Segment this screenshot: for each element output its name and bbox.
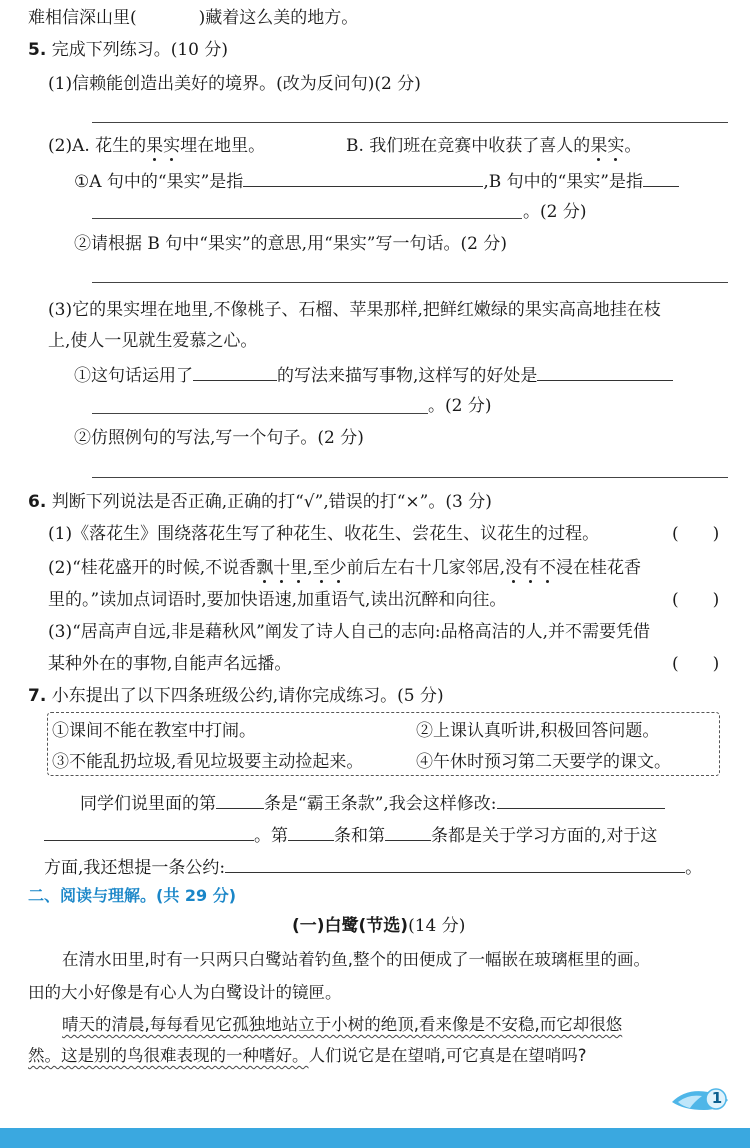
- dot-char: 不: [539, 558, 556, 578]
- reading-title-text: (一)白鹭(节选): [292, 916, 409, 936]
- dot-char: 里: [290, 558, 308, 578]
- q6-number: 6.: [28, 492, 47, 512]
- q5-s3-q2-answer-line[interactable]: [92, 477, 728, 478]
- q5-s2-q2: ②请根据 B 句中“果实”的意思,用“果实”写一句话。(2 分): [74, 234, 507, 254]
- reading-para2-line1: 晴天的清晨,每每看见它孤独地站立于小树的绝顶,看来像是不安稳,而它却很悠: [62, 1015, 623, 1034]
- q5-title: 完成下列练习。(10 分): [51, 40, 229, 60]
- reading-para2-rest: 人们说它是在望哨,可它真是在望哨吗?: [308, 1046, 587, 1065]
- dot-char: 至: [312, 558, 330, 578]
- q7-p2-c: 条都是关于学习方面的,对于这: [431, 826, 658, 846]
- blank-benefit[interactable]: [92, 413, 428, 414]
- q6-i2-c: 前后左右十几家邻居,: [346, 558, 505, 578]
- q6-item1: (1)《落花生》围绕落花生写了种花生、收花生、尝花生、议花生的过程。: [48, 524, 600, 544]
- q5-s3-line1: (3)它的果实埋在地里,不像桃子、石榴、苹果那样,把鲜红嫩绿的果实高高地挂在枝: [48, 300, 661, 320]
- q7-title: 小东提出了以下四条班级公约,请你完成练习。(5 分): [51, 686, 444, 706]
- q5-s2-sentences: [48, 134, 265, 158]
- q5-s1-answer-line[interactable]: [92, 122, 728, 123]
- q5-s3-q1-pre: ①这句话运用了: [74, 366, 193, 386]
- q7-p1-a: 同学们说里面的第: [80, 794, 216, 814]
- q6-item3-line2: 某种外在的事物,自能声名远播。: [48, 654, 292, 674]
- q7-p2: [44, 822, 657, 848]
- q5-s2-q1-pre: ①A 句中的“果实”是指: [74, 172, 244, 192]
- q7-p3-end: 。: [685, 858, 703, 878]
- q5-s2-q1-mid: ,B 句中的“果实”是指: [483, 172, 643, 192]
- q7-p2-a: 。第: [254, 826, 288, 846]
- section2-title: 二、阅读与理解。(共 29 分): [28, 886, 237, 905]
- footer-bar: [0, 1128, 750, 1148]
- q5-s3-q1-end: 。(2 分): [428, 396, 492, 416]
- blank-benefit-start[interactable]: [537, 362, 673, 381]
- q5-number: 5.: [28, 40, 47, 60]
- q5-s2-q2-answer-line[interactable]: [92, 282, 728, 283]
- top-line-text-b: )藏着这么美的地方。: [198, 8, 359, 28]
- q5-s2-a-pre: (2)A. 花生的: [48, 136, 147, 156]
- q6-item2-answer[interactable]: ( ): [672, 590, 720, 610]
- reading-para1-line2: 田的大小好像是有心人为白鹭设计的镜匣。: [28, 983, 342, 1002]
- q5-s3-q1: [74, 362, 673, 388]
- q5-s3-q1-mid: 的写法来描写事物,这样写的好处是: [277, 366, 538, 386]
- q7-p3-text: 方面,我还想提一条公约:: [44, 858, 226, 878]
- q6-item3-line1: (3)“居高声自远,非是藉秋风”阐发了诗人自己的志向:品格高洁的人,并不需要凭借: [48, 622, 650, 642]
- q7-p3: [44, 854, 702, 880]
- q6-item2-line1: [48, 556, 641, 580]
- blank-writing-method[interactable]: [193, 362, 277, 381]
- rule-3: ③不能乱扔垃圾,看见垃圾要主动捡起来。: [52, 752, 364, 772]
- q6-i2-b: ,: [307, 558, 313, 578]
- blank-revision[interactable]: [44, 822, 254, 841]
- q5-s2-b: [346, 134, 641, 158]
- q6-i2-a: (2)“桂花盛开的时候,不说香: [48, 558, 257, 578]
- reading-para2-line2: [28, 1044, 587, 1068]
- blank-study-rule-2[interactable]: [385, 822, 431, 841]
- q7-number: 7.: [28, 686, 47, 706]
- blank-b-meaning[interactable]: [92, 218, 522, 219]
- q5-s2-b-post: 。: [624, 136, 642, 156]
- top-line-text-a: 难相信深山里(: [28, 8, 137, 28]
- q7-heading: [28, 684, 444, 708]
- q5-s2-a-post: 埋在地里。: [180, 136, 266, 156]
- dot-char: 果: [590, 136, 608, 156]
- q5-s2-b-pre: B. 我们班在竞赛中收获了喜人的: [346, 136, 591, 156]
- rule-2: ②上课认真听讲,积极回答问题。: [416, 721, 660, 741]
- q6-i2-e: 浸在桂花香: [556, 558, 641, 578]
- q6-item3-answer[interactable]: ( ): [672, 654, 720, 674]
- dot-char: 实: [163, 136, 181, 156]
- dot-char: 有: [522, 558, 539, 578]
- reading-para1-line1: 在清水田里,时有一只两只白鹭站着钓鱼,整个的田便成了一幅嵌在玻璃框里的画。: [62, 950, 650, 969]
- dot-char: 十: [273, 558, 291, 578]
- blank-new-rule[interactable]: [225, 854, 685, 873]
- q7-p1-b: 条是“霸王条款”,我会这样修改:: [264, 794, 497, 814]
- reading-title: [292, 914, 465, 938]
- q5-s3-q2: ②仿照例句的写法,写一个句子。(2 分): [74, 428, 364, 448]
- blank-study-rule-1[interactable]: [288, 822, 334, 841]
- blank-b-meaning-start[interactable]: [643, 168, 679, 187]
- q7-p1: [80, 790, 665, 816]
- q6-title: 判断下列说法是否正确,正确的打“√”,错误的打“×”。(3 分): [51, 492, 492, 512]
- dot-char: 没: [505, 558, 522, 578]
- reading-para2-underlined: 然。这是别的鸟很难表现的一种嗜好。: [28, 1046, 309, 1065]
- page-number: 1: [711, 1089, 723, 1107]
- q5-heading: [28, 38, 228, 62]
- dot-char: 飘: [256, 558, 274, 578]
- q7-p2-b: 条和第: [334, 826, 385, 846]
- blank-rule-number[interactable]: [216, 790, 264, 809]
- rule-1: ①课间不能在教室中打闹。: [52, 721, 256, 741]
- q6-item1-answer[interactable]: ( ): [672, 524, 720, 544]
- q5-s3-line2: 上,使人一见就生爱慕之心。: [48, 331, 258, 351]
- q5-s2-q1-end: 。(2 分): [523, 202, 587, 222]
- q6-heading: [28, 490, 492, 514]
- page-number-badge: [668, 1084, 730, 1114]
- q6-item2-line2: 里的。”读加点词语时,要加快语速,加重语气,读出沉醉和向往。: [48, 590, 507, 610]
- blank-a-meaning[interactable]: [243, 168, 483, 187]
- q5-s2-q1: [74, 168, 679, 194]
- q5-s1: (1)信赖能创造出美好的境界。(改为反问句)(2 分): [48, 74, 421, 94]
- top-line: [28, 6, 358, 30]
- reading-score: (14 分): [408, 916, 466, 936]
- blank-revision-start[interactable]: [497, 790, 665, 809]
- dot-char: 果: [146, 136, 164, 156]
- dot-char: 实: [607, 136, 625, 156]
- rule-4: ④午休时预习第二天要学的课文。: [416, 752, 671, 772]
- dot-char: 少: [329, 558, 347, 578]
